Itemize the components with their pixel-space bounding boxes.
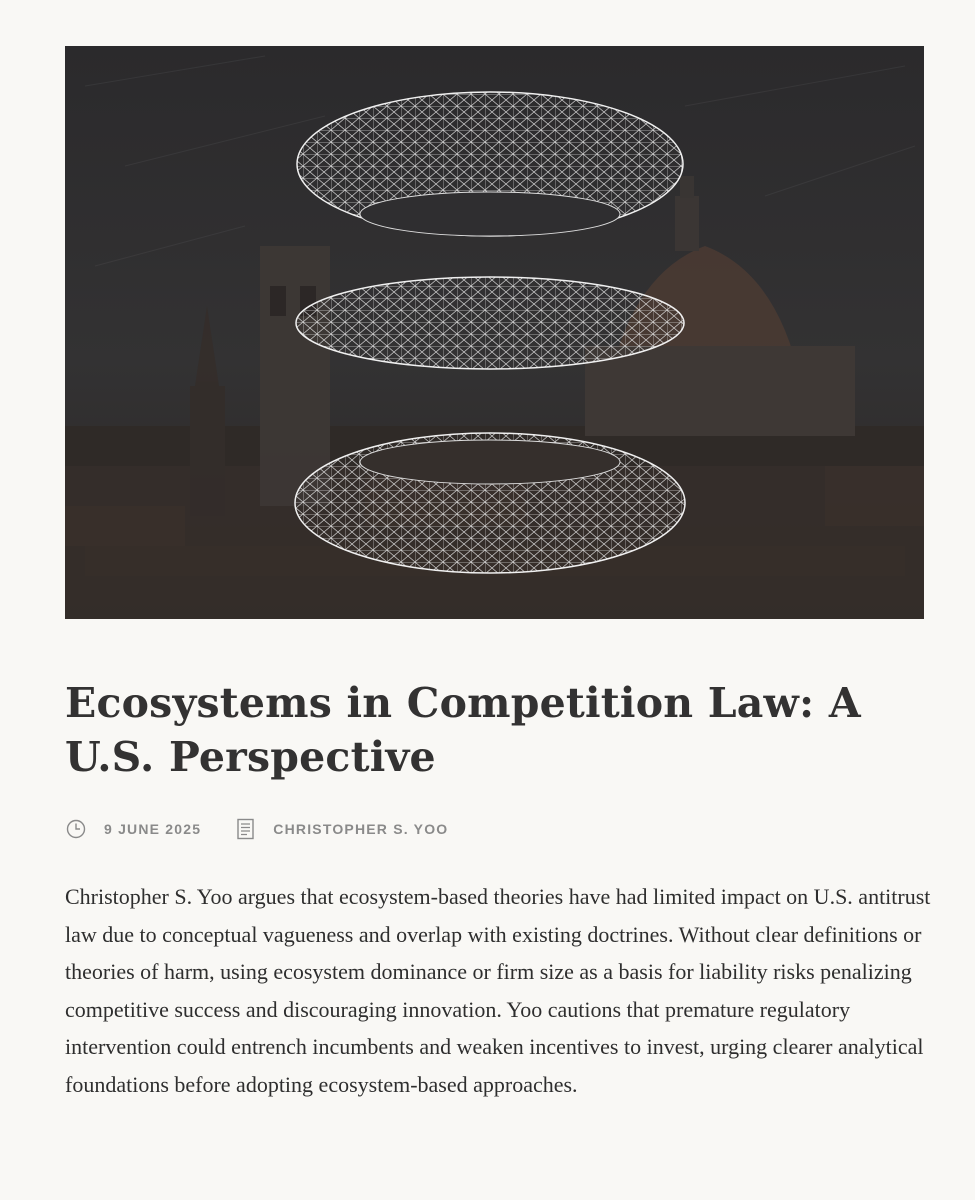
article-excerpt: Christopher S. Yoo argues that ecosystem-based theories have had limited impact on U.S. antitrust law due to conceptual vagueness and overlap with existing doctrines. Without clear definitions or theories of harm, using ecosystem dominance or firm size as a basis for liability risks penalizing competitive success and discouraging innovation. Yoo cautions that premature regulatory intervention could entrench incumbents and weaken incentives to invest, urging clearer analytical foundations before adopting ecosystem-based approaches. [65,884,931,1097]
article-meta [65,816,448,842]
wireframe-torus-middle [296,277,684,369]
article-title[interactable]: Ecosystems in Competition Law: A U.S. Perspective [65,679,861,781]
document-icon [235,818,257,840]
wireframe-torus-bottom [295,433,685,573]
article-date: 9 JUNE 2025 [104,821,202,837]
article-author[interactable]: CHRISTOPHER S. YOO [273,821,449,837]
clock-icon [65,818,87,840]
hero-image [65,46,924,619]
wireframe-torus-top [297,92,683,236]
